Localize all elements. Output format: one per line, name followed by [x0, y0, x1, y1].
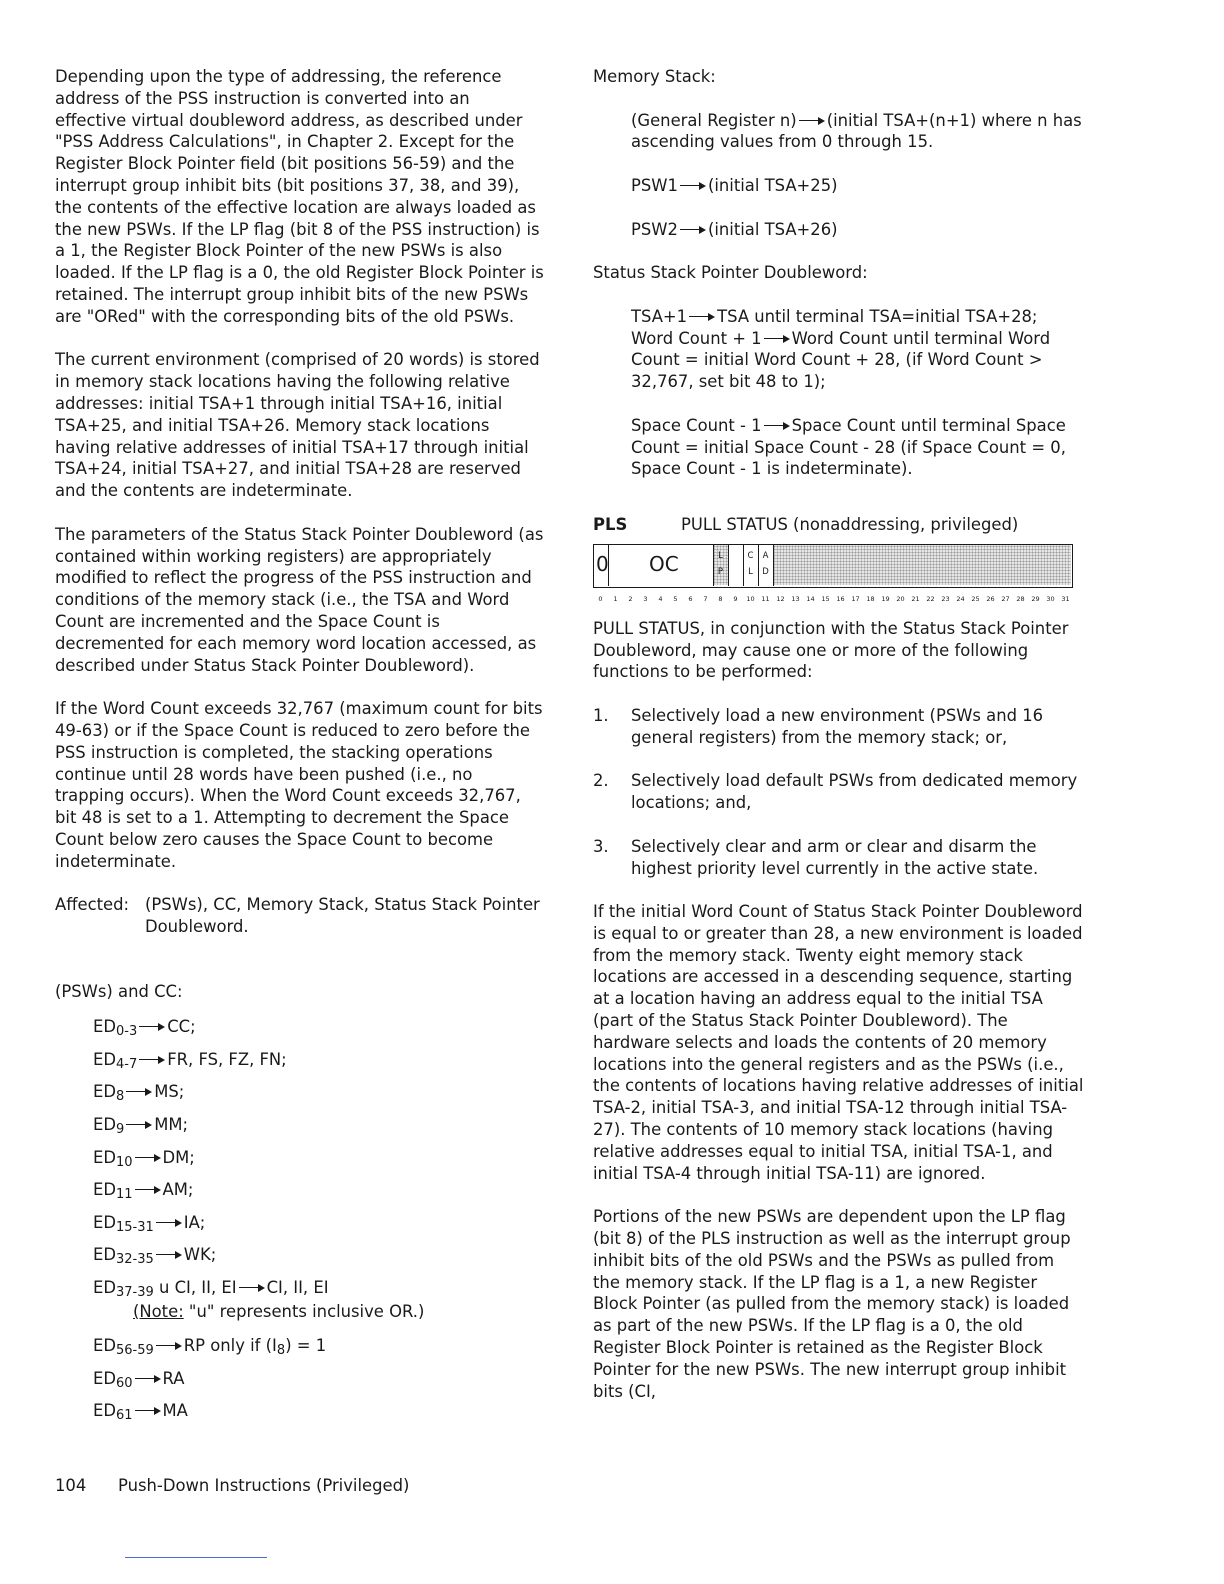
bit-number: 21: [911, 594, 920, 603]
right-column: [593, 66, 1085, 1402]
arrow-icon: [135, 1185, 161, 1195]
bit-number: 4: [658, 594, 663, 603]
list-item: 1. Selectively load a new environment (PSWs and 16 general registers) from the memory stack; or,: [593, 705, 1044, 747]
bit-number: 14: [806, 594, 815, 603]
sspd-heading: Status Stack Pointer Doubleword:: [593, 263, 868, 283]
bit-number: 1: [613, 594, 618, 603]
pls-heading: [593, 514, 1085, 536]
equation-line: $ED_{15-31}$ IA;: [93, 1212, 206, 1235]
bit-number: 13: [791, 594, 800, 603]
bit-number: 29: [1031, 594, 1040, 603]
bit-number: 19: [881, 594, 890, 603]
bit-number: 28: [1016, 594, 1025, 603]
bit-number: 12: [776, 594, 785, 603]
format-d: D: [762, 566, 769, 577]
format-l: L: [718, 550, 723, 561]
paragraph-word-count: If the Word Count exceeds 32,767 (maximum count for bits 49-63) or if the Space Count is reduced to zero before the PSS instruction is completed, the stacking operations continue until 28 words have been pushed (i.e., no trapping occurs). When the Word Count exceeds 32,767, bit 48 is set to a 1. Attempting to decrement the Space Count below zero causes the Space Count to become indeterminate.: [55, 699, 543, 871]
arrow-icon: [126, 1087, 152, 1097]
arrow-icon: [135, 1406, 161, 1416]
memory-stack-gr: (General Register n) (initial TSA+(n+1) where n has ascending values from 0 through 15.: [631, 110, 1082, 152]
equation-line-rp: $ED_{56-59}$ RP only if $(I_8) = 1$: [93, 1336, 327, 1359]
format-a: A: [762, 550, 769, 561]
bit-number: 27: [1001, 594, 1010, 603]
paragraph-current-environment: The current environment (comprised of 20 words) is stored in memory stack locations having the following relative addresses: initial TSA+1 through initial TSA+16, initial TSA+25, and initial TSA+26. Memory stack locations having relative addresses of initial TSA+17 through initial TSA+24, initial TSA+27, and initial TSA+28 are reserved and the contents are indeterminate.: [55, 350, 540, 501]
arrow-icon: [680, 181, 706, 191]
bit-number: 20: [896, 594, 905, 603]
format-l2: L: [748, 566, 753, 577]
bit-number: 31: [1061, 594, 1070, 603]
bit-number: 8: [718, 594, 723, 603]
arrow-icon: [126, 1120, 152, 1130]
arrow-icon: [156, 1341, 182, 1351]
arrow-icon: [239, 1283, 265, 1293]
bit-number: 15: [821, 594, 830, 603]
bit-number: 3: [643, 594, 648, 603]
arrow-icon: [139, 1055, 165, 1065]
equation-line: $ED_{4-7}$ FR, FS, FZ, FN;: [93, 1049, 287, 1072]
paragraph-new-psws: Portions of the new PSWs are dependent upon the LP flag (bit 8) of the PLS instruction as well as the interrupt group inhibit bits of the old PSWs and the PSWs as pulled from the memory stack. If the LP flag is a 1, a new Register Block Pointer (as pulled from the memory stack) is loaded as part of the new PSWs. If the LP flag is a 0, the old Register Block Pointer is retained as the Register Block Pointer for the new PSWs. The new interrupt group inhibit bits (CI,: [593, 1207, 1071, 1401]
sspd-word-count: Word Count + 1 Word Count until terminal Word Count = initial Word Count + 28, (if Word Count > 32,767, set bit 48 to 1);: [631, 328, 1051, 392]
bit-number: 18: [866, 594, 875, 603]
equation-line: $ED_{0-3}$ CC;: [93, 1017, 196, 1040]
memory-stack-heading: Memory Stack:: [593, 67, 716, 86]
bit-number: 16: [836, 594, 845, 603]
paragraph-initial-word-count: If the initial Word Count of Status Stack Pointer Doubleword is equal to or greater than 28, a new environment is loaded from the memory stack. Twenty eight memory stack locations are accessed in a descending sequence, starting at a location having an address equal to the initial TSA (part of the Status Stack Pointer Doubleword). The hardware selects and loads the contents of 20 memory locations into the general registers and as the PSWs (i.e., the contents of locations having relative addresses of initial TSA-2, initial TSA-3, and initial TSA-12 through initial TSA-27). The contents of 10 memory stack locations (having relative addresses equal to initial TSA, initial TSA-1, and initial TSA-4 through initial TSA-11) are ignored.: [593, 902, 1084, 1183]
format-zero: 0: [596, 551, 609, 576]
pls-title: PULL STATUS (nonaddressing, privileged): [681, 514, 1019, 534]
affected-label: Affected:: [55, 895, 130, 915]
arrow-icon: [799, 116, 825, 126]
memory-stack-psw2: PSW2 (initial TSA+26): [631, 219, 838, 239]
bit-number: 22: [926, 594, 935, 603]
equation-line: $ED_{10}$ DM;: [93, 1147, 195, 1170]
footer-title: Push-Down Instructions (Privileged): [118, 1476, 410, 1495]
psws-cc-heading: (PSWs) and CC:: [55, 982, 183, 1002]
bit-number: 10: [746, 594, 755, 603]
arrow-icon: [139, 1022, 165, 1032]
bit-number: 30: [1046, 594, 1055, 603]
bit-number: 24: [956, 594, 965, 603]
bit-number: 0: [598, 594, 603, 603]
page-footer: [55, 1476, 409, 1495]
arrow-icon: [156, 1218, 182, 1228]
bit-number: 2: [628, 594, 633, 603]
bit-number: 5: [673, 594, 678, 603]
sspd-space-count: Space Count - 1 Space Count until terminal Space Count = initial Space Count - 28 (if Space Count = 0, Space Count - 1 is indeterminate).: [631, 415, 1066, 479]
equation-line: $ED_{32-35}$ WK;: [93, 1245, 217, 1268]
page-number: 104: [55, 1476, 87, 1495]
bit-number: 25: [971, 594, 980, 603]
format-c: C: [747, 550, 754, 561]
equation-list: [55, 1011, 545, 1428]
affected-text: (PSWs), CC, Memory Stack, Status Stack Pointer Doubleword.: [145, 895, 540, 937]
equation-line-ma: $ED_{61}$ MA: [93, 1401, 188, 1424]
bit-number: 23: [941, 594, 950, 603]
scan-artifact-line: [125, 1557, 267, 1558]
bit-number: 11: [761, 594, 770, 603]
bit-number: 17: [851, 594, 860, 603]
arrow-icon: [135, 1153, 161, 1163]
list-item: 2. Selectively load default PSWs from dedicated memory locations; and,: [593, 771, 1078, 813]
arrow-icon: [156, 1250, 182, 1260]
paragraph-parameters: The parameters of the Status Stack Pointer Doubleword (as contained within working registers) are appropriately modified to reflect the progress of the PSS instruction and conditions of the memory stack (i.e., the TSA and Word Count are incremented and the Space Count is decremented for each memory word location accessed, as described under Status Stack Pointer Doubleword).: [55, 524, 544, 675]
paragraph-pss-address: Depending upon the type of addressing, the reference address of the PSS instruction is converted into an effective virtual doubleword address, as described under "PSS Address Calculations", in Chapter 2. Except for the Register Block Pointer field (bit positions 56-59) and the interrupt group inhibit bits (bit positions 37, 38, and 39), the contents of the effective location are always loaded as the new PSWs. If the LP flag (bit 8 of the PSS instruction) is a 1, the Register Block Pointer of the new PSWs is also loaded. If the LP flag is a 0, the old Register Block Pointer is retained. The interrupt group inhibit bits of the new PSWs are "ORed" with the corresponding bits of the old PSWs.: [55, 67, 544, 326]
arrow-icon: [689, 312, 715, 322]
left-column: [55, 66, 545, 1428]
equation-line: $ED_8$ MS;: [93, 1082, 185, 1105]
bit-number: 6: [688, 594, 693, 603]
list-item: 3. Selectively clear and arm or clear and disarm the highest priority level currently in the active state.: [593, 836, 1039, 878]
bit-number: 26: [986, 594, 995, 603]
format-oc: OC: [649, 551, 679, 576]
arrow-icon: [764, 334, 790, 344]
bit-ruler: [593, 589, 1073, 603]
memory-stack-psw1: PSW1 (initial TSA+25): [631, 175, 838, 195]
format-p: P: [717, 566, 724, 577]
arrow-icon: [764, 421, 790, 431]
sspd-tsa: TSA+1 TSA until terminal TSA=initial TSA+28;: [631, 306, 1038, 326]
affected-block: [55, 894, 545, 938]
arrow-icon: [135, 1374, 161, 1384]
bit-number: 9: [733, 594, 738, 603]
pls-mnemonic: PLS: [593, 514, 628, 534]
equation-line: $ED_9$ MM;: [93, 1115, 189, 1138]
equation-line: $ED_{11}$ AM;: [93, 1180, 194, 1203]
arrow-icon: [680, 225, 706, 235]
pls-intro: PULL STATUS, in conjunction with the Status Stack Pointer Doubleword, may cause one or more of the following functions to be performed:: [593, 618, 1069, 682]
note-line: (Note: "u" represents inclusive OR.): [133, 1302, 425, 1322]
equation-line-or: $ED_{37-39}$ u CI, II, EI CI, II, EI: [93, 1278, 329, 1301]
instruction-format-diagram: [593, 544, 1073, 603]
bit-number: 7: [703, 594, 708, 603]
equation-line-ra: $ED_{60}$ RA: [93, 1368, 185, 1391]
